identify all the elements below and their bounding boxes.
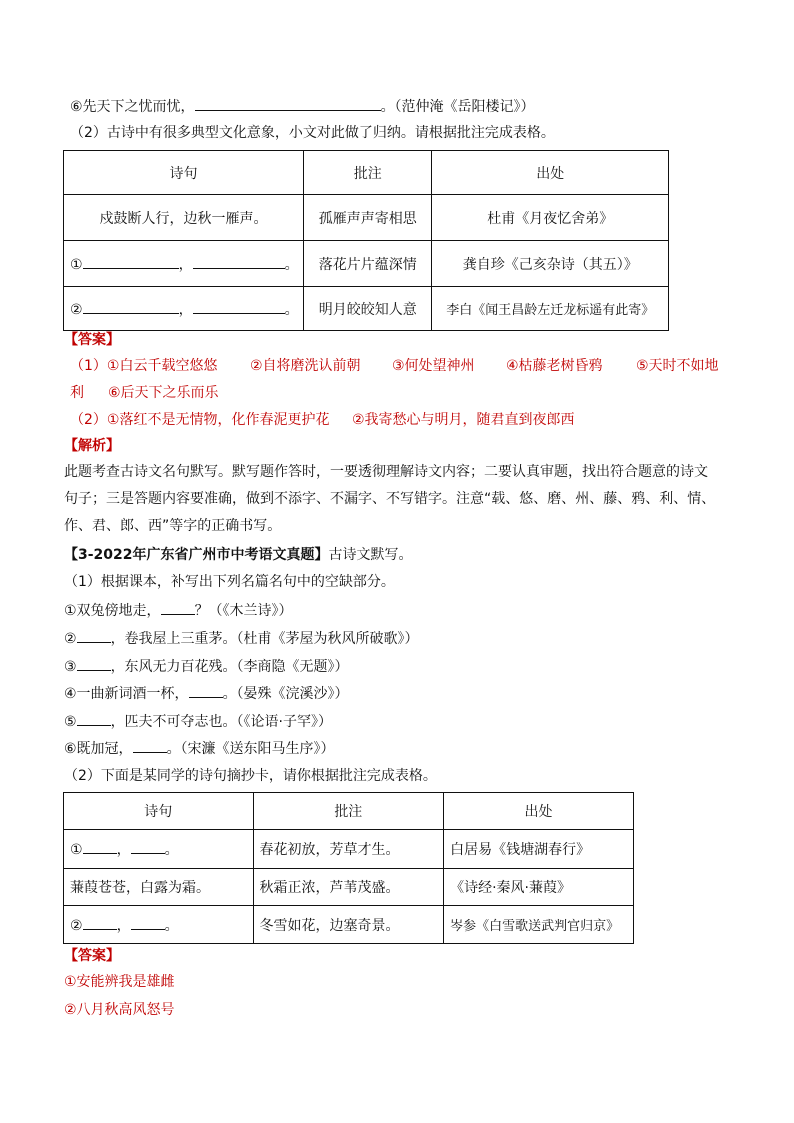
answer-blank[interactable] — [161, 600, 195, 615]
analysis-text: 此题考查古诗文名句默写。默写题作答时，一要透彻理解诗文内容；二要认真审题，找出符合题意的诗文 — [64, 464, 708, 480]
table-row — [64, 195, 669, 241]
poem-cell: 蒹葭苍苍，白露为霜。 — [64, 869, 254, 906]
note-cell: 明月皎皎知人意 — [303, 287, 431, 331]
poem-cell: ② ， 。 — [64, 906, 254, 944]
line-text: 。（范仲淹《岳阳楼记》） — [380, 99, 535, 115]
answer-blank[interactable] — [77, 628, 111, 643]
answer-item: （1）①白云千载空悠悠 — [70, 358, 218, 374]
note-cell: 落花片片蕴深情 — [303, 241, 431, 287]
fill-line: ⑥既加冠， 。（宋濂《送东阳马生序》） — [64, 738, 335, 759]
answer-blank[interactable] — [193, 299, 285, 314]
answer-item: 利 — [70, 385, 84, 401]
answer-line-2 — [70, 383, 219, 403]
answer-blank[interactable] — [83, 299, 179, 314]
table-row — [64, 869, 634, 906]
fill-line: ④一曲新词酒一杯， 。（晏殊《浣溪沙》） — [64, 683, 349, 704]
answer-blank[interactable] — [131, 915, 165, 930]
poem-table-2 — [63, 792, 634, 944]
source-cell: 岑参《白雪歌送武判官归京》 — [444, 906, 634, 944]
answer-blank[interactable] — [83, 254, 179, 269]
note-cell: 春花初放，芳草才生。 — [253, 830, 444, 869]
poem-cell: 戍鼓断人行，边秋一雁声。 — [64, 195, 304, 241]
answer-blank[interactable] — [195, 96, 381, 111]
answer-item: ⑥后天下之乐而乐 — [108, 385, 219, 401]
poem-table-1 — [63, 150, 669, 331]
source-cell: 白居易《钱塘湖春行》 — [444, 830, 634, 869]
answer-blank[interactable] — [133, 738, 167, 753]
answer-blank[interactable] — [189, 683, 223, 698]
question-line-6 — [70, 96, 535, 117]
question-3-part-1: （1）根据课本，补写出下列名篇名句中的空缺部分。 — [64, 574, 395, 590]
analysis-text: 作、君、郎、西”等字的正确书写。 — [64, 518, 282, 534]
table-header-cell: 诗句 — [64, 151, 304, 195]
poem-cell: ① ， 。 — [64, 241, 304, 287]
table-header-row — [64, 793, 634, 830]
answer-item: ③何处望神州 — [392, 358, 475, 374]
fill-line: ② ，卷我屋上三重茅。（杜甫《茅屋为秋风所破歌》） — [64, 628, 419, 649]
table-row — [64, 830, 634, 869]
question-3-title — [64, 545, 413, 565]
note-cell: 冬雪如花，边塞奇景。 — [253, 906, 444, 944]
fill-line: ①双兔傍地走， ？（《木兰诗》） — [64, 600, 293, 621]
answer-blank[interactable] — [77, 656, 111, 671]
question-part-2: （2）古诗中有很多典型文化意象，小文对此做了归纳。请根据批注完成表格。 — [70, 125, 555, 141]
line-text: ⑥先天下之忧而忧， — [70, 99, 195, 115]
answer-blank[interactable] — [83, 915, 117, 930]
note-cell: 孤雁声声寄相思 — [303, 195, 431, 241]
answer-blank[interactable] — [131, 839, 165, 854]
source-cell: 《诗经·秦风·蒹葭》 — [444, 869, 634, 906]
note-cell: 秋霜正浓，芦苇茂盛。 — [253, 869, 444, 906]
answer-blank[interactable] — [83, 839, 117, 854]
table-header-row — [64, 151, 669, 195]
answer-item: ⑤天时不如地 — [636, 358, 719, 374]
fill-line: ⑤ ，匹夫不可夺志也。（《论语·子罕》） — [64, 711, 332, 732]
answer-item: ②自将磨洗认前朝 — [250, 358, 361, 374]
question-source: 【3-2022年广东省广州市中考语文真题】 — [64, 547, 329, 563]
analysis-label: 【解析】 — [64, 438, 120, 454]
poem-cell: ① ， 。 — [64, 830, 254, 869]
answer-item: ①安能辨我是雄雌 — [64, 974, 175, 990]
answer-item: ②我寄愁心与明月，随君直到夜郎西 — [352, 412, 575, 428]
answer-blank[interactable] — [193, 254, 285, 269]
table-row — [64, 287, 669, 331]
table-row — [64, 906, 634, 944]
question-prompt: 古诗文默写。 — [328, 547, 413, 563]
table-header-cell: 批注 — [253, 793, 444, 830]
question-3-part-2: （2）下面是某同学的诗句摘抄卡，请你根据批注完成表格。 — [64, 768, 437, 784]
analysis-text: 句子；三是答题内容要准确，做到不添字、不漏字、不写错字。注意“载、悠、磨、州、藤、鸦、利、情、 — [64, 491, 716, 507]
table-header-cell: 出处 — [432, 151, 669, 195]
table-header-cell: 诗句 — [64, 793, 254, 830]
table-header-cell: 出处 — [444, 793, 634, 830]
source-cell: 龚自珍《己亥杂诗（其五）》 — [432, 241, 669, 287]
answer-blank[interactable] — [77, 711, 111, 726]
fill-line: ③ ，东风无力百花残。（李商隐《无题》） — [64, 656, 349, 677]
answer-label: 【答案】 — [64, 948, 120, 964]
poem-cell: ② ， 。 — [64, 287, 304, 331]
source-cell: 李白《闻王昌龄左迁龙标遥有此寄》 — [432, 287, 669, 331]
table-header-cell: 批注 — [303, 151, 431, 195]
answer-item: （2）①落红不是无情物，化作春泥更护花 — [70, 412, 330, 428]
answer-label: 【答案】 — [64, 332, 120, 348]
answer-item: ②八月秋高风怒号 — [64, 1002, 175, 1018]
table-row — [64, 241, 669, 287]
source-cell: 杜甫《月夜忆舍弟》 — [432, 195, 669, 241]
answer-item: ④枯藤老树昏鸦 — [506, 358, 603, 374]
